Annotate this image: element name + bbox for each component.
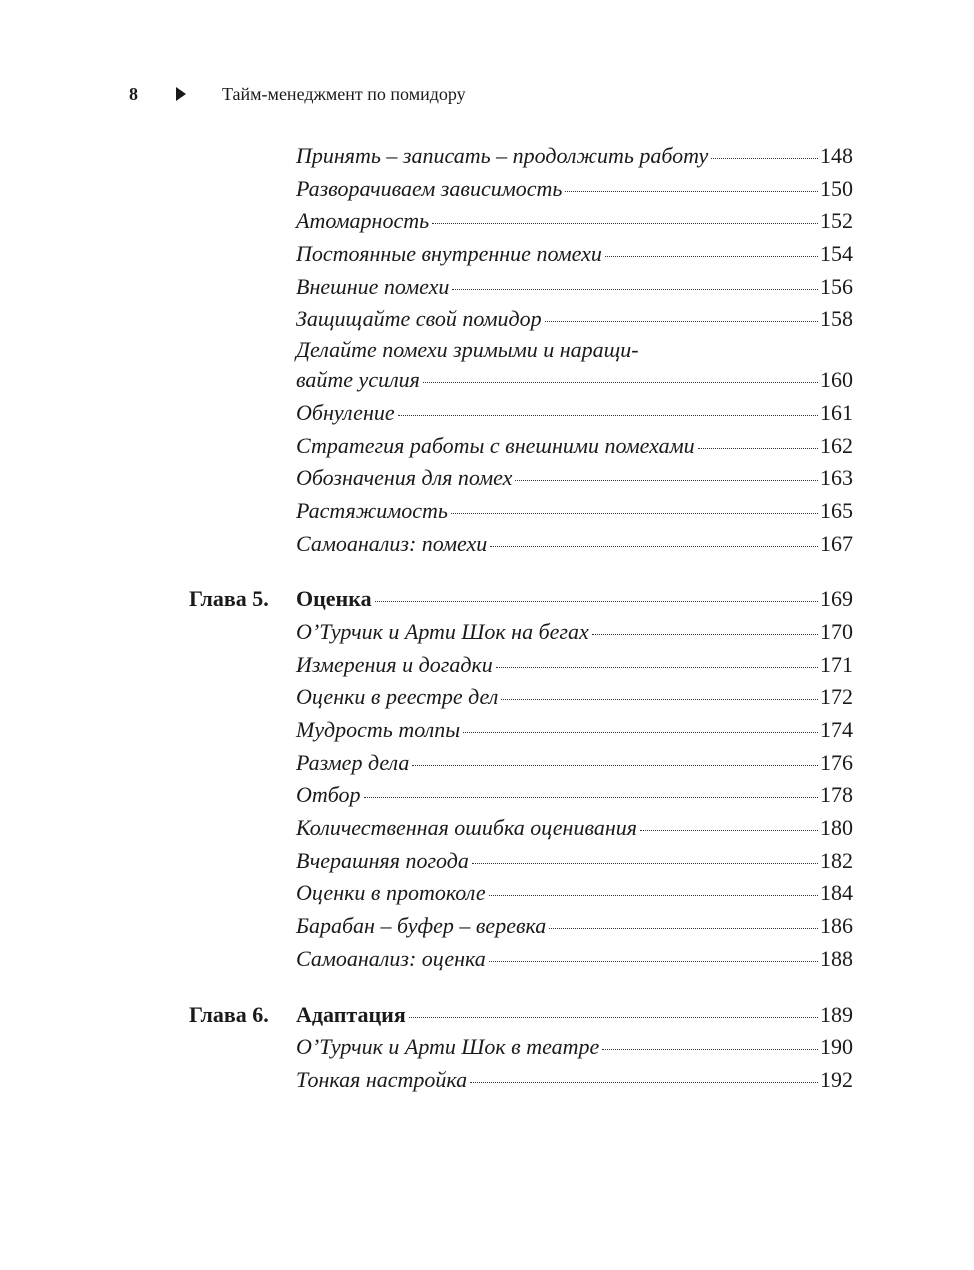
dot-leader [496,667,818,668]
dot-leader [412,765,818,766]
toc-row[interactable] [189,271,853,304]
entry-title: Разворачиваем зависимость [296,175,563,201]
toc-row[interactable] [189,845,853,878]
toc-entry [296,714,853,747]
toc-entry [296,364,853,397]
dot-leader [698,448,818,449]
toc-section [189,999,853,1097]
toc-row[interactable] [189,495,853,528]
table-of-contents [189,140,853,1120]
entry-page: 178 [820,782,853,808]
entry-page: 158 [820,306,853,332]
toc-entry [296,397,853,430]
toc-row[interactable] [189,462,853,495]
entry-title: Самоанализ: помехи [296,530,488,556]
toc-entry [296,205,853,238]
entry-title: Количественная ошибка оценивания [296,815,637,841]
toc-entry [296,779,853,812]
toc-entry [296,943,853,976]
entry-title: Защищайте свой помидор [296,306,542,332]
toc-row[interactable] [189,943,853,976]
dot-leader [501,699,818,700]
toc-row[interactable] [189,714,853,747]
toc-entry [296,495,853,528]
entry-title: О’Турчик и Арти Шок на бегах [296,618,589,644]
entry-title: Размер дела [296,749,410,775]
toc-entry [296,462,853,495]
toc-row[interactable] [189,205,853,238]
running-header [0,84,974,110]
toc-entry [296,173,853,206]
dot-leader [472,863,818,864]
toc-entry [296,812,853,845]
dot-leader [545,321,818,322]
entry-title: Обнуление [296,399,395,425]
entry-page: 152 [820,208,853,234]
dot-leader [602,1049,818,1050]
toc-entry-multiline[interactable] [189,336,853,397]
entry-page: 162 [820,432,853,458]
entry-title: вайте усилия [296,367,420,393]
toc-row[interactable] [189,812,853,845]
toc-row[interactable] [189,173,853,206]
entry-title: Адаптация [296,1001,406,1027]
dot-leader [375,601,818,602]
entry-page: 176 [820,749,853,775]
toc-entry [296,528,853,561]
chapter-label: Глава 5. [189,586,269,612]
entry-page: 160 [820,367,853,393]
toc-entry [296,303,853,336]
entry-page: 189 [820,1001,853,1027]
dot-leader [451,513,818,514]
entry-page: 169 [820,586,853,612]
toc-entry [296,877,853,910]
dot-leader [565,191,818,192]
toc-row[interactable] [189,238,853,271]
toc-row[interactable] [189,430,853,463]
entry-title: Постоянные внутренние помехи [296,241,602,267]
entry-title: Оценки в реестре дел [296,684,499,710]
entry-title: Растяжимость [296,497,448,523]
entry-page: 192 [820,1066,853,1092]
toc-entry [296,649,853,682]
toc-entry [296,910,853,943]
toc-row[interactable] [189,1031,853,1064]
dot-leader [515,480,818,481]
toc-entry [296,1031,853,1064]
toc-entry [296,681,853,714]
dot-leader [423,382,818,383]
toc-row[interactable] [189,649,853,682]
dot-leader [398,415,818,416]
dot-leader [640,830,818,831]
entry-title: Барабан – буфер – веревка [296,913,547,939]
dot-leader [409,1017,818,1018]
toc-row[interactable] [189,140,853,173]
entry-title: Оценки в протоколе [296,880,486,906]
entry-page: 165 [820,497,853,523]
triangle-bullet-icon [176,87,186,101]
toc-entry [296,271,853,304]
dot-leader [605,256,818,257]
entry-page: 190 [820,1034,853,1060]
entry-title: Обозначения для помех [296,465,513,491]
entry-page: 172 [820,684,853,710]
toc-entry [296,238,853,271]
entry-page: 148 [820,143,853,168]
entry-page: 167 [820,530,853,556]
dot-leader [592,634,818,635]
entry-page: 150 [820,175,853,201]
toc-row[interactable] [189,364,853,397]
dot-leader [452,289,818,290]
entry-title-line1: Делайте помехи зримыми и наращи- [296,337,639,363]
dot-leader [364,797,818,798]
entry-title: О’Турчик и Арти Шок в театре [296,1034,600,1060]
toc-section [189,583,853,975]
toc-entry [296,747,853,780]
toc-row[interactable] [189,1064,853,1097]
toc-entry [296,999,853,1032]
entry-title: Тонкая настройка [296,1066,468,1092]
toc-row[interactable] [189,397,853,430]
entry-page: 171 [820,651,853,677]
chapter-label: Глава 6. [189,1001,269,1027]
entry-title: Самоанализ: оценка [296,945,486,971]
toc-entry [296,616,853,649]
entry-page: 161 [820,399,853,425]
toc-row[interactable] [189,528,853,561]
dot-leader [549,928,818,929]
dot-leader [432,223,818,224]
toc-row[interactable] [189,877,853,910]
entry-page: 184 [820,880,853,906]
toc-row[interactable] [189,910,853,943]
toc-entry [296,845,853,878]
dot-leader [489,961,818,962]
entry-title: Атомарность [296,208,430,234]
dot-leader [490,546,818,547]
entry-title: Стратегия работы с внешними помехами [296,432,695,458]
dot-leader [489,895,818,896]
entry-title: Внешние помехи [296,273,450,299]
entry-title: Принять – записать – продолжить работу [296,143,709,168]
entry-page: 154 [820,241,853,267]
toc-entry [296,1064,853,1097]
dot-leader [711,158,818,159]
toc-row[interactable] [189,616,853,649]
entry-page: 174 [820,717,853,742]
entry-page: 163 [820,465,853,491]
toc-section [189,140,853,560]
entry-page: 180 [820,815,853,841]
dot-leader [470,1082,818,1083]
entry-title: Вчерашняя погода [296,847,469,873]
page-number: 8 [129,84,138,104]
entry-page: 156 [820,273,853,299]
toc-row[interactable] [189,681,853,714]
book-title: Тайм-менеджмент по помидору [222,84,466,104]
toc-row[interactable] [189,779,853,812]
dot-leader [463,732,818,733]
chapter-heading[interactable] [189,999,853,1032]
toc-row[interactable] [189,303,853,336]
toc-row[interactable] [189,747,853,780]
entry-title: Мудрость толпы [296,717,461,742]
entry-title: Измерения и догадки [296,651,493,677]
entry-page: 188 [820,945,853,971]
toc-entry [296,140,853,173]
entry-title: Оценка [296,586,372,612]
entry-title: Отбор [296,782,361,808]
chapter-heading[interactable] [189,583,853,616]
entry-page: 170 [820,618,853,644]
toc-entry [296,583,853,616]
toc-entry [296,430,853,463]
entry-page: 182 [820,847,853,873]
entry-page: 186 [820,913,853,939]
